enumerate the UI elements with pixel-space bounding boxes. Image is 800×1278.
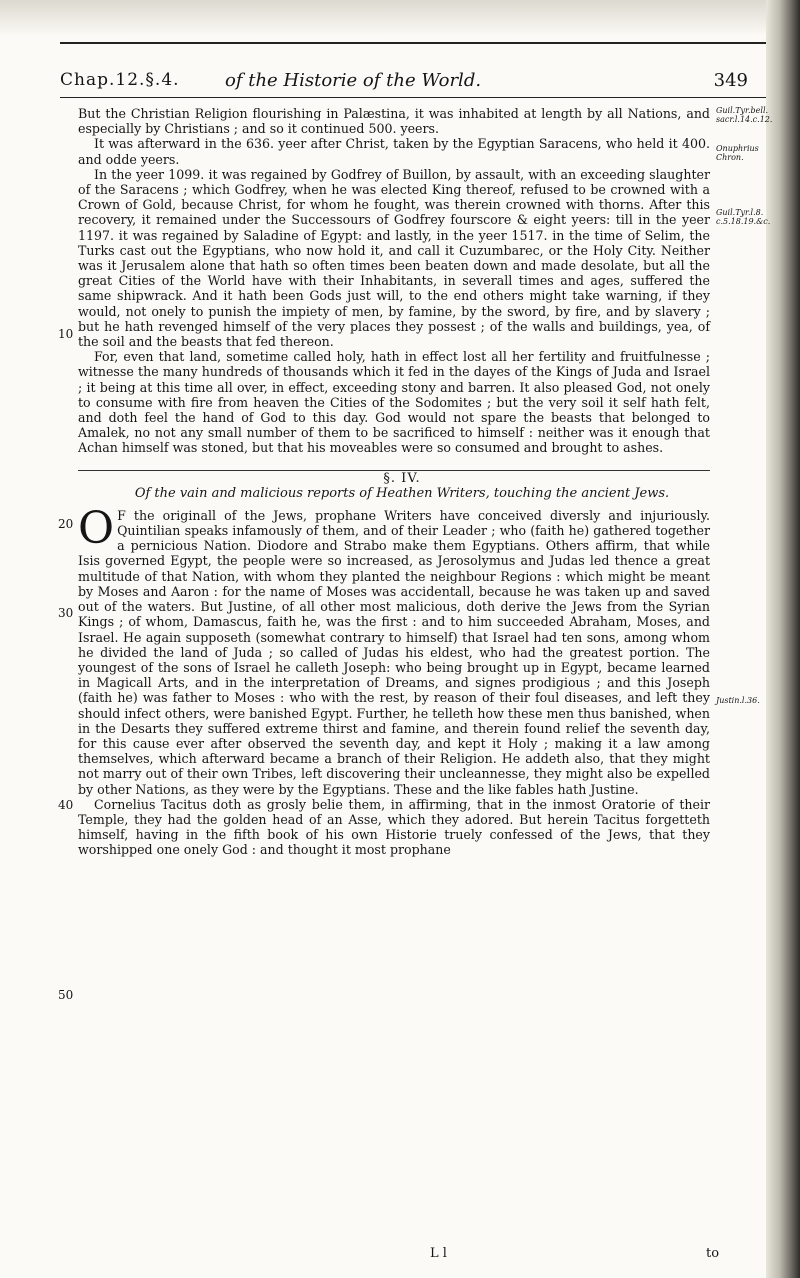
paragraph: But the Christian Religion flourishing in Palæstina, it was inhabited at length by all Nations, and especially by Christians ; and so it continued 500. yeers. xyxy=(78,106,710,137)
drop-cap: O xyxy=(78,502,115,554)
running-title: of the Historie of the World. xyxy=(225,70,482,91)
book-spine-edge xyxy=(766,0,800,1278)
paragraph xyxy=(78,502,710,797)
main-text xyxy=(78,106,710,858)
line-number: 10 xyxy=(58,327,74,341)
running-header xyxy=(60,70,766,98)
paragraph: In the yeer 1099. it was regained by Godfrey of Buillon, by assault, with an exceeding slaughter of the Saracens ; which Godfrey, when he was elected King thereof, refused to be crowned with a Crown of Gold, because Christ, for whom he fought, was therein crowned with thorns. After this recovery, it remained under the Successours of Godfrey fourscore & eight yeers: till in the yeer 1197. it was regained by Saladine of Egypt: and lastly, in the yeer 1517. in the time of Selim, the Turks cast out the Egyptians, who now hold it, and call it Cuzumbarec, or the Holy City. Neither was it Jerusalem alone that hath so often times been beaten down and made desolate, but all the great Cities of the World have with their Inhabitants, in severall times and ages, suffered the same shipwrack. And it hath been Gods just will, to the end others might take warning, if they would, not onely to punish the impiety of men, by famine, by the sword, by fire, and by slavery ; but he hath revenged himself of the very places they possest ; of the walls and buildings, yea, of the soil and the beasts that fed thereon. xyxy=(78,166,710,350)
page-number: 349 xyxy=(713,70,748,91)
signature-mark: L l xyxy=(430,1246,447,1261)
section-title: Of the vain and malicious reports of Heathen Writers, touching the ancient Jews. xyxy=(134,485,670,501)
line-number: 50 xyxy=(58,988,74,1002)
margin-note: Onuphrius Chron. xyxy=(716,144,759,162)
margin-note: Guil.Tyr.bell. sacr.l.14.c.12. xyxy=(716,106,773,124)
section-number: §. IV. xyxy=(383,470,421,486)
header-rule xyxy=(60,97,766,98)
catchword: to xyxy=(706,1246,720,1261)
margin-note: Justin.l.36. xyxy=(716,696,760,705)
line-number: 40 xyxy=(58,798,74,812)
margin-note: Guil.Tyr.l.8. c.5.18.19.&c. xyxy=(716,208,771,226)
paragraph-text: F the originall of the Jews, prophane Writers have conceived diversly and injuriously. Quintilian speaks infamously of them, and of their Leader ; who (faith he) gathered together a pernicious Nation. Diodore and Strabo make them Egyptians. Others affirm, that while Isis governed Egypt, the people were so increased, as Jerosolymus and Judas led thence a great multitude of that Nation, with whom they planted the neighbour Regions : which might be meant by Moses and Aaron : for the name of Moses was accidentall, because he was taken up and saved out of the waters. But Justine, of all other most malicious, doth derive the Jews from the Syrian Kings ; of whom, Damascus, faith he, was the first : and to him succeeded Abraham, Moses, and Israel. He again supposeth (somewhat contrary to himself) that Israel had ten sons, among whom he divided the land of Juda ; so called of Judas his eldest, who had the greatest portion. The youngest of the sons of Israel he calleth Joseph: who being brought up in Egypt, became learned in Magicall Arts, and in the interpretation of Dreams, and signes prodigious ; and this Joseph (faith he) was father to Moses : who with the rest, by reason of their foul diseases, and left they should infect others, were banished Egypt. Further, he telleth how these men thus banished, when in the Desarts they suffered extreme thirst and famine, and therein found relief the seventh day, for this cause ever after observed the seventh day, and kept it Holy ; making it a law among themselves, which afterward became a branch of their Religion. He addeth also, that they might not marry out of their own Tribes, left discovering their uncleannesse, they might also be expelled by other Nations, as they were by the Egyptians. These and the like fables hath Justine. xyxy=(78,507,710,797)
chapter-reference: Chap.12.§.4. xyxy=(60,70,180,90)
paragraph: It was afterward in the 636. yeer after Christ, taken by the Egyptian Saracens, who held it 400. and odde yeers. xyxy=(78,136,710,167)
line-number: 30 xyxy=(58,606,74,620)
top-rule xyxy=(60,42,766,44)
paragraph: For, even that land, sometime called holy, hath in effect lost all her fertility and fruitfulnesse ; witnesse the many hundreds of thousands which it fed in the dayes of the Kings of Juda and Israel ; it being at this time all over, in effect, exceeding stony and barren. It also pleased God, not onely to consume with fire from heaven the Cities of the Sodomites ; but the very soil it self hath felt, and doth feel the hand of God to this day. God would not spare the beasts that belonged to Amalek, no not any small number of them to be sacrificed to himself : neither was it enough that Achan himself was stoned, but that his moveables were so consumed and brought to ashes. xyxy=(78,349,710,456)
line-number: 20 xyxy=(58,517,74,531)
paragraph: Cornelius Tacitus doth as grosly belie them, in affirming, that in the inmost Oratorie of their Temple, they had the golden head of an Asse, which they adored. But herein Tacitus forgetteth himself, having in the fifth book of his own Historie truely confessed of the Jews, that they worshipped one onely God : and thought it most prophane xyxy=(78,796,710,858)
page-top-shadow xyxy=(0,0,800,36)
